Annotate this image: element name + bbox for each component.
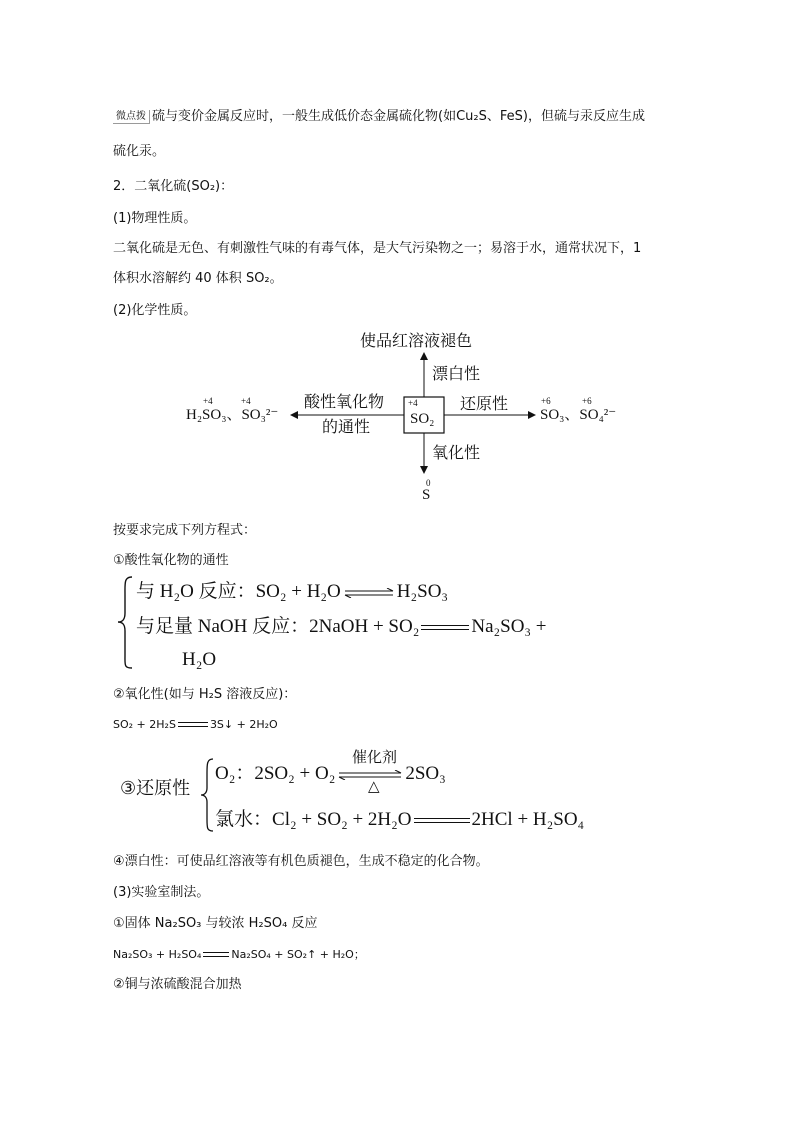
- item3-row1-left: 2SO₂ + O₂: [254, 763, 336, 784]
- item2-equation: [113, 716, 278, 734]
- item1-row1-left: SO₂ + H₂O: [255, 581, 341, 602]
- item3-row1: [215, 762, 446, 786]
- center-charge: +4: [408, 398, 418, 408]
- equals-sign: [421, 623, 469, 633]
- properties-diagram: [170, 328, 630, 508]
- item1-heading: ①酸性氧化物的通性: [113, 553, 229, 568]
- item1-row3: H₂O: [182, 649, 217, 670]
- method1-eq-right: Na₂SO₄ + SO₂↑ + H₂O；: [231, 948, 365, 961]
- reversible-arrow: [337, 770, 403, 780]
- task-intro: 按要求完成下列方程式：: [113, 523, 257, 538]
- method2-text: ②铜与浓硫酸混合加热: [113, 977, 242, 992]
- diagram-left-label-2: 的通性: [322, 417, 371, 436]
- physical-text-1: 二氧化硫是无色、有刺激性气味的有毒气体，是大气污染物之一；易溶于水，通常状况下，1: [113, 241, 642, 256]
- item3-label: ③还原性: [120, 778, 191, 799]
- diagram-top-label: 使品红溶液褪色: [360, 331, 473, 350]
- item3-brace: [198, 757, 216, 833]
- center-box-formula: SO₂: [410, 411, 435, 427]
- item1-row1-prefix: 与 H₂O 反应：: [136, 581, 256, 602]
- section3-heading: (3)实验室制法。: [113, 885, 210, 900]
- reversible-arrow: [343, 588, 395, 598]
- item3-row1-prefix: O₂：: [215, 763, 255, 784]
- physical-heading: (1)物理性质。: [113, 211, 197, 226]
- diagram-left-label-1: 酸性氧化物: [304, 392, 385, 411]
- right-charge-2: +6: [582, 396, 592, 406]
- tip-line-2: 硫化汞。: [113, 144, 166, 159]
- method1-text: ①固体 Na₂SO₃ 与较浓 H₂SO₄ 反应: [113, 916, 318, 931]
- item3-row2: [215, 808, 584, 832]
- item2-eq-left: SO₂ + 2H₂S: [113, 718, 176, 731]
- item1-brace: [114, 575, 136, 670]
- item2-eq-right: 3S↓ + 2H₂O: [209, 718, 278, 731]
- tip-text-1: 硫与变价金属反应时，一般生成低价态金属硫化物(如Cu₂S、FeS)，但硫与汞反应生成: [152, 109, 645, 124]
- section-title: 2．二氧化硫(SO₂)：: [113, 179, 234, 194]
- bottom-product: S: [422, 487, 431, 503]
- item1-row2-prefix: 与足量 NaOH 反应：: [136, 616, 310, 637]
- diagram-bleach-label: 漂白性: [432, 364, 481, 383]
- bottom-charge: 0: [426, 478, 431, 488]
- item4-text: ④漂白性：可使品红溶液等有机色质褪色，生成不稳定的化合物。: [113, 854, 489, 869]
- left-charge-1: +4: [203, 396, 213, 406]
- item3-condition: △: [368, 779, 380, 795]
- item1-row1-right: H₂SO₃: [396, 581, 449, 602]
- right-products: SO₃、SO₄²⁻: [540, 407, 617, 423]
- tip-badge: 微点拨: [113, 110, 150, 124]
- equals-sign: [414, 816, 470, 826]
- item1-row2: [136, 615, 547, 639]
- item2-heading: ②氧化性(如与 H₂S 溶液反应)：: [113, 687, 297, 702]
- right-charge-1: +6: [541, 396, 551, 406]
- chemical-heading: (2)化学性质。: [113, 303, 197, 318]
- tip-line-1: [113, 108, 645, 126]
- item3-row2-prefix: 氯水：: [215, 809, 273, 830]
- physical-text-2: 体积水溶解约 40 体积 SO₂。: [113, 271, 283, 286]
- item3-row2-left: Cl₂ + SO₂ + 2H₂O: [272, 809, 412, 830]
- item1-row1: [136, 580, 448, 604]
- left-charge-2: +4: [241, 396, 251, 406]
- diagram-down-label: 氧化性: [432, 443, 481, 462]
- equals-sign: [203, 950, 229, 960]
- item1-row2-left: 2NaOH + SO₂: [309, 616, 420, 637]
- method1-eq-left: Na₂SO₃ + H₂SO₄: [113, 948, 202, 961]
- method1-equation: [113, 946, 365, 964]
- item3-row1-right: 2SO₃: [405, 763, 446, 784]
- item1-row2-right: Na₂SO₃ +: [471, 616, 547, 637]
- left-products: H₂SO₃、SO₃²⁻: [186, 407, 279, 423]
- item3-row2-right: 2HCl + H₂SO₄: [471, 809, 585, 830]
- diagram-right-label: 还原性: [460, 394, 509, 413]
- item3-catalyst: 催化剂: [352, 750, 398, 766]
- equals-sign: [178, 720, 208, 730]
